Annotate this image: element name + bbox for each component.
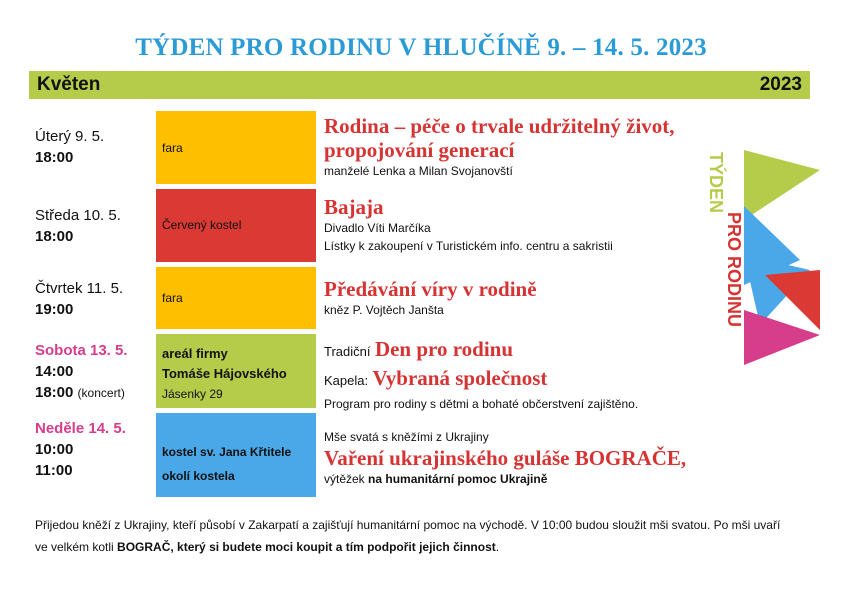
event-prefix: Kapela:	[324, 373, 369, 388]
time-note: (koncert)	[77, 386, 125, 400]
footer-end: .	[495, 540, 500, 554]
event-pre: Mše svatá s kněžími z Ukrajiny	[324, 430, 489, 444]
location-box	[155, 333, 317, 409]
day-cell	[35, 278, 123, 320]
month-bar	[29, 71, 810, 99]
location-line: Červený kostel	[162, 218, 242, 232]
time-label-2	[35, 382, 128, 404]
sub-prefix: výtěžek	[324, 472, 365, 486]
event-cell	[324, 428, 804, 488]
time-label: 19:00	[35, 301, 74, 318]
logo-word-1: TÝDEN	[706, 152, 726, 214]
event-subtitle	[324, 470, 804, 488]
time-label: 14:00	[35, 363, 74, 380]
event-subtitle: Divadlo Víti Marčíka	[324, 221, 431, 235]
event-subtitle: kněz P. Vojtěch Janšta	[324, 303, 444, 317]
day-label: Středa 10. 5.	[35, 207, 121, 224]
event-title: Vaření ukrajinského guláše BOGRAČE,	[324, 446, 687, 470]
location-box	[155, 412, 317, 498]
location-line: kostel sv. Jana Křtitele	[162, 445, 292, 459]
event-subtitle: manželé Lenka a Milan Svojanovští	[324, 164, 513, 178]
location-line: areál firmy	[162, 346, 228, 361]
location-line: Tomáše Hájovského	[162, 366, 287, 381]
time-label: 18:00	[35, 228, 74, 245]
footer-text: Přijedou kněží z Ukrajiny, kteří působí v Zakarpatí a zajišťují humanitární pomoc na východě. V 10:00 budou sloužit mši svatou. Po mši uvaří ve velkém kotli	[35, 518, 781, 554]
footer-note	[35, 514, 795, 558]
event-title: Den pro rodinu	[374, 337, 514, 361]
location-line: fara	[162, 141, 183, 155]
year-label: 2023	[759, 74, 802, 95]
location-box	[155, 266, 317, 330]
event-title: Předávání víry v rodině	[324, 277, 537, 301]
day-cell	[35, 340, 128, 404]
location-line: Jásenky 29	[162, 387, 223, 401]
event-title-2: Vybraná společnost	[372, 366, 548, 390]
day-cell	[35, 418, 126, 481]
time-value: 18:00	[35, 384, 74, 401]
event-title: Rodina – péče o trvale udržitelný život, propojování generací	[324, 114, 675, 162]
month-label: Květen	[37, 74, 101, 95]
location-line: fara	[162, 291, 183, 305]
event-title: Bajaja	[324, 195, 384, 219]
time-label: 10:00	[35, 441, 74, 458]
day-cell	[35, 126, 104, 168]
logo-graphic	[700, 150, 820, 380]
location-line: okolí kostela	[162, 469, 235, 483]
day-cell	[35, 205, 121, 247]
time-label-2: 11:00	[35, 462, 73, 479]
day-label: Neděle 14. 5.	[35, 420, 126, 437]
location-box	[155, 188, 317, 263]
day-label: Sobota 13. 5.	[35, 342, 128, 359]
day-label: Čtvrtek 11. 5.	[35, 280, 124, 297]
event-subtitle: Program pro rodiny s dětmi a bohaté občerstvení zajištěno.	[324, 397, 639, 411]
sub-bold: na humanitární pomoc Ukrajině	[368, 472, 548, 486]
page-title: TÝDEN PRO RODINU V HLUČÍNĚ 9. – 14. 5. 2023	[135, 34, 707, 61]
event-subtitle: Lístky k zakoupení v Turistickém info. centru a sakristii	[324, 239, 613, 253]
time-label: 18:00	[35, 149, 74, 166]
location-box	[155, 110, 317, 185]
logo-word-2: PRO RODINU	[724, 212, 744, 328]
footer-bold: BOGRAČ, který si budete moci koupit a tím podpořit jejich činnost	[117, 540, 496, 554]
event-prefix: Tradiční	[324, 344, 371, 359]
event-logo	[700, 150, 820, 380]
day-label: Úterý 9. 5.	[35, 128, 105, 145]
